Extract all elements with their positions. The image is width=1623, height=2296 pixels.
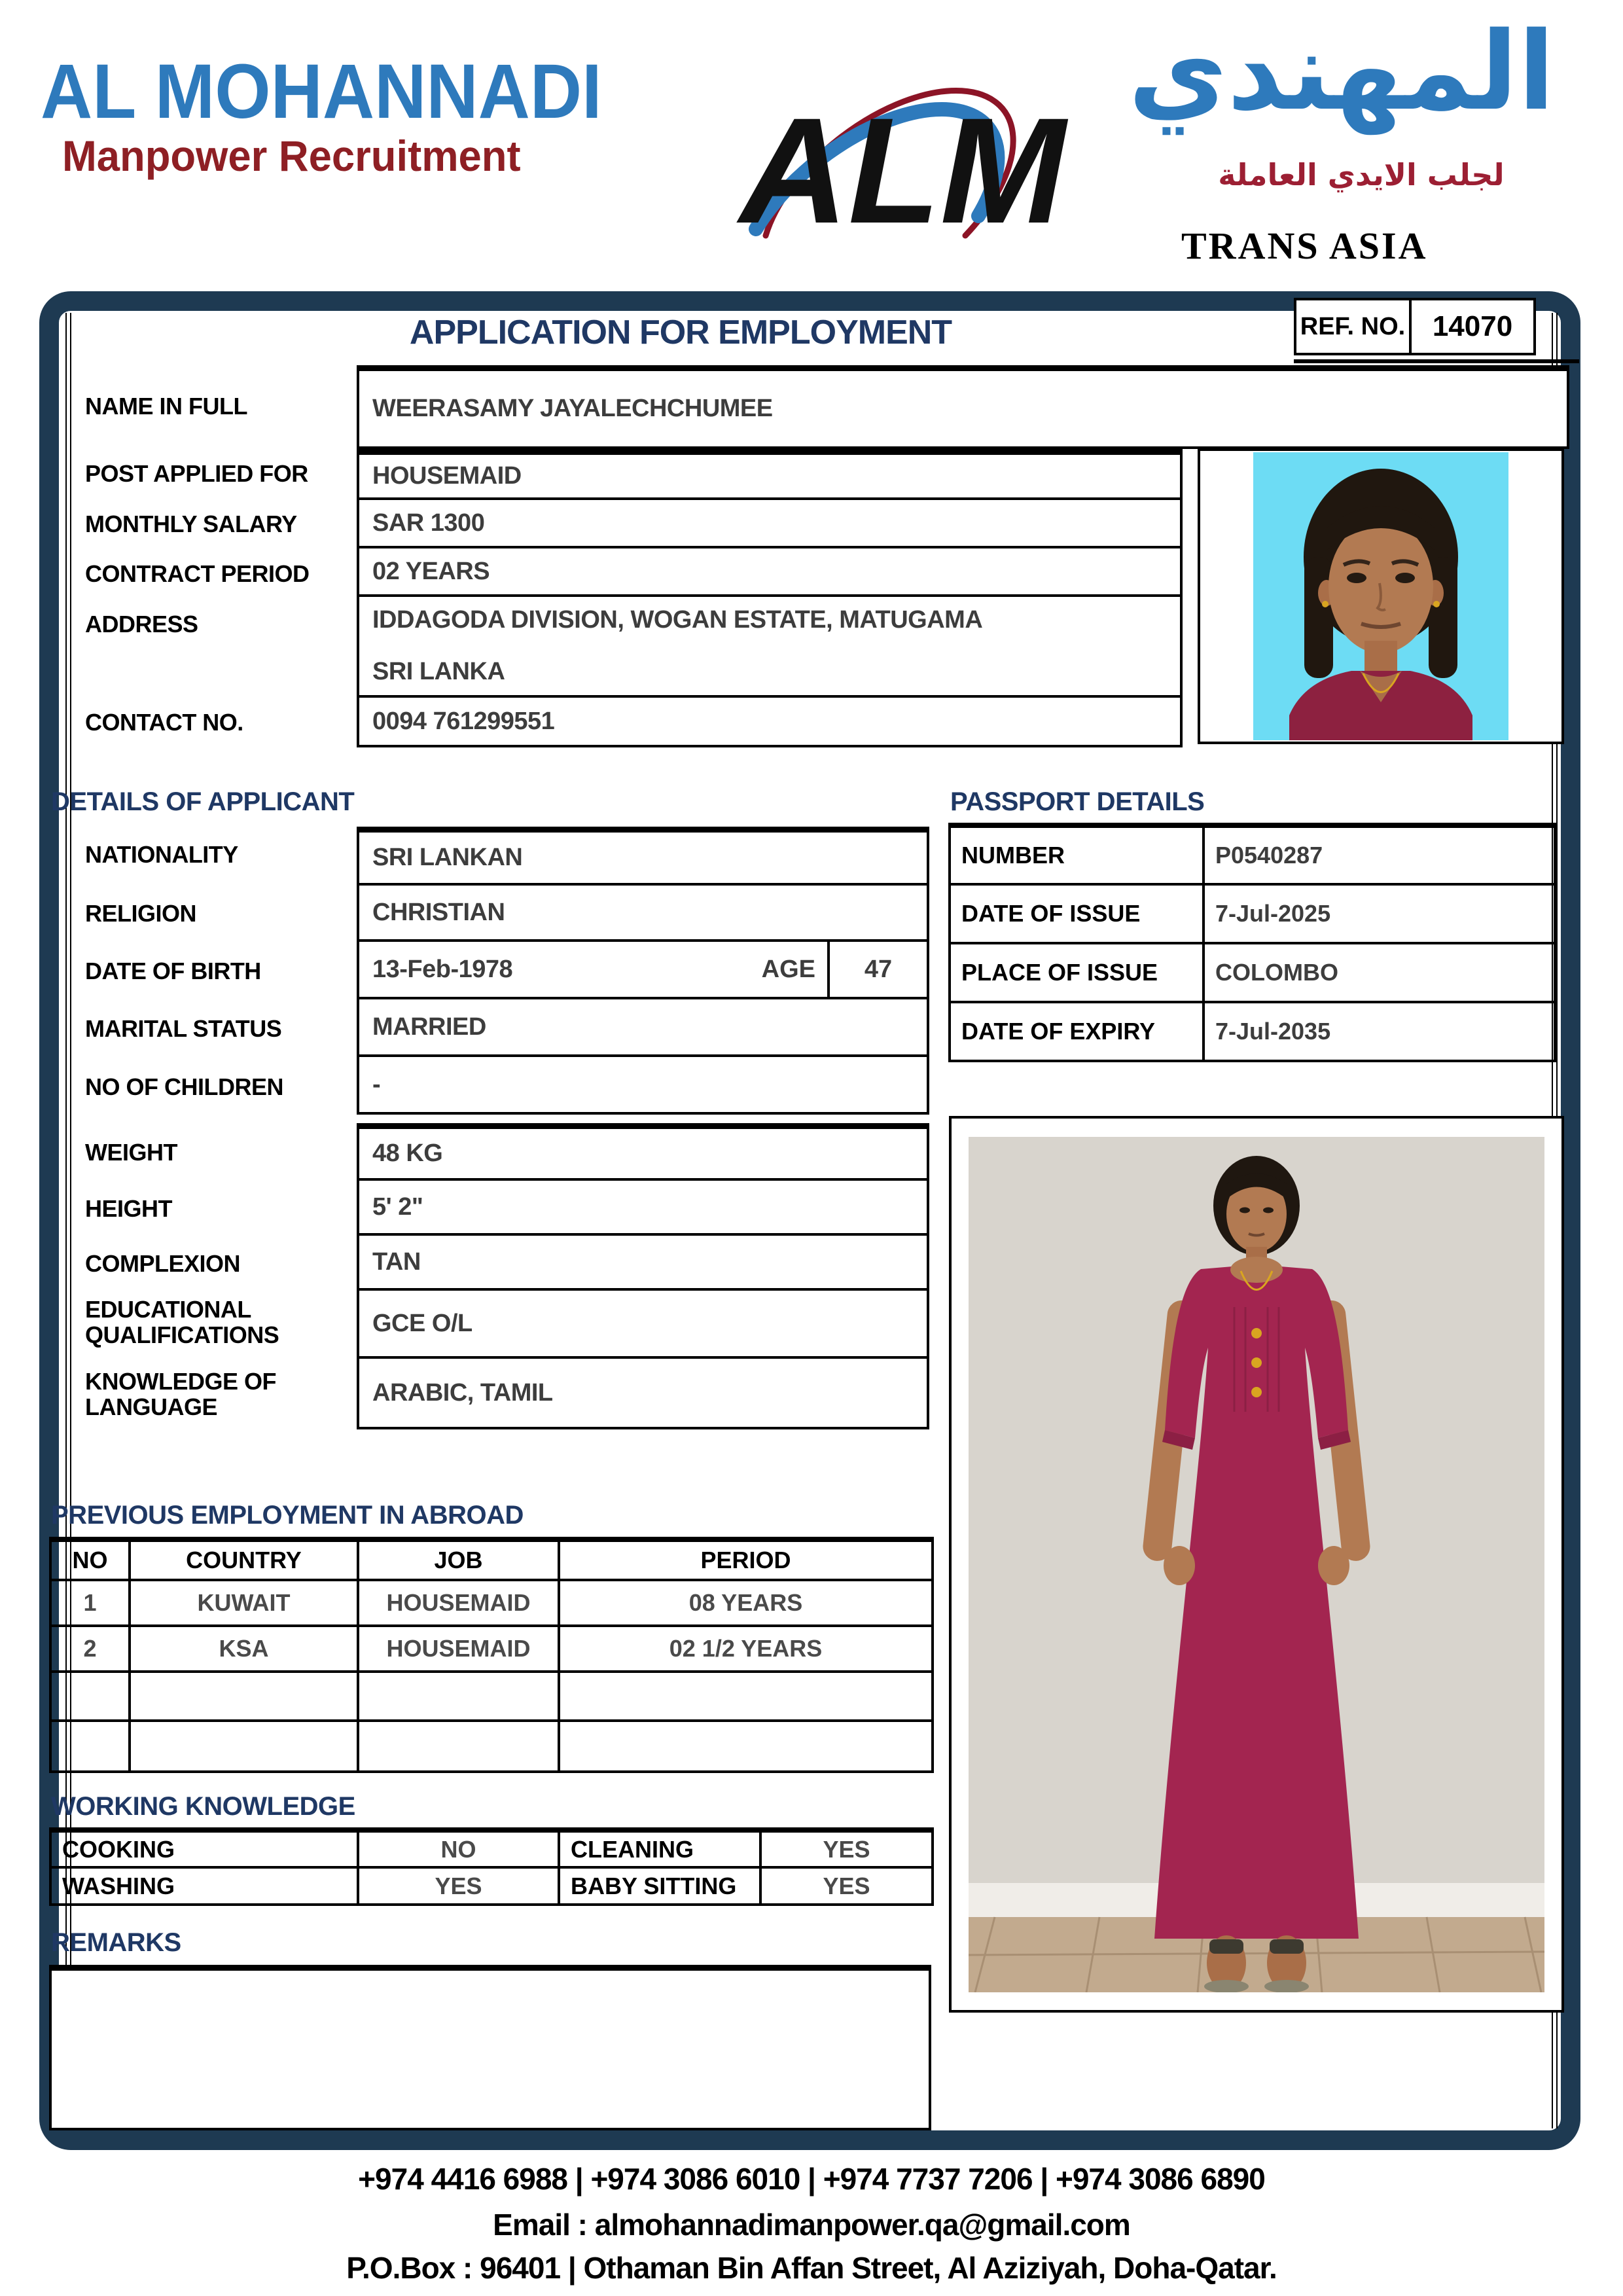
address-line1: IDDAGODA DIVISION, WOGAN ESTATE, MATUGAMA xyxy=(372,606,983,634)
religion-value: CHRISTIAN xyxy=(372,898,505,926)
knowledge-cooking-label: COOKING xyxy=(50,1830,358,1867)
height-value: 5' 2" xyxy=(372,1193,423,1221)
field-value-address xyxy=(357,594,1183,698)
detail-value-height xyxy=(357,1178,929,1236)
field-label-contact: CONTACT NO. xyxy=(85,709,243,736)
employment-heading: PREVIOUS EMPLOYMENT IN ABROAD xyxy=(51,1501,524,1530)
employment-cell: 08 YEARS xyxy=(559,1580,933,1626)
detail-label-height: HEIGHT xyxy=(85,1195,173,1222)
detail-value-marital xyxy=(357,997,929,1057)
ref-shadow-rule xyxy=(1294,359,1579,363)
ref-no-value-box xyxy=(1409,298,1536,355)
detail-value-language xyxy=(357,1356,929,1429)
nationality-value: SRI LANKAN xyxy=(372,844,523,871)
form-title: APPLICATION FOR EMPLOYMENT xyxy=(409,314,952,351)
knowledge-heading: WORKING KNOWLEDGE xyxy=(51,1792,355,1821)
footer-email: Email : almohannadimanpower.qa@gmail.com xyxy=(493,2208,1130,2242)
language-value: ARABIC, TAMIL xyxy=(372,1378,553,1407)
field-label-salary: MONTHLY SALARY xyxy=(85,511,297,537)
ref-no-box xyxy=(1294,298,1412,355)
education-value: GCE O/L xyxy=(372,1309,473,1337)
full-photo-frame xyxy=(949,1116,1564,2013)
field-value-name xyxy=(357,365,1569,449)
employment-col-period: PERIOD xyxy=(559,1539,933,1580)
employment-cell: 1 xyxy=(50,1580,130,1626)
knowledge-washing-value: YES xyxy=(358,1867,559,1905)
employment-cell: KSA xyxy=(130,1626,358,1672)
passport-issue-place-label: PLACE OF ISSUE xyxy=(950,943,1204,1002)
field-value-contact xyxy=(357,695,1183,747)
detail-value-dob xyxy=(357,939,929,999)
details-heading: DETAILS OF APPLICANT xyxy=(51,787,355,816)
employment-row xyxy=(50,1580,933,1626)
employment-table xyxy=(49,1537,934,1773)
detail-value-nationality xyxy=(357,827,929,886)
applicant-portrait-photo xyxy=(1253,452,1508,740)
passport-heading: PASSPORT DETAILS xyxy=(950,787,1205,816)
employment-cell xyxy=(358,1721,559,1772)
alm-swoosh-graphic xyxy=(704,20,1070,281)
knowledge-washing-label: WASHING xyxy=(50,1867,358,1905)
ref-no-value: 14070 xyxy=(1432,310,1513,342)
salary-value: SAR 1300 xyxy=(372,509,485,537)
detail-value-complexion xyxy=(357,1233,929,1291)
complexion-value: TAN xyxy=(372,1247,421,1276)
employment-col-job: JOB xyxy=(358,1539,559,1580)
detail-value-children xyxy=(357,1054,929,1115)
field-label-address: ADDRESS xyxy=(85,611,198,637)
field-value-contract xyxy=(357,546,1183,597)
field-value-post xyxy=(357,449,1183,500)
portrait-photo-frame xyxy=(1198,448,1564,744)
partner-name: TRANS ASIA xyxy=(1181,224,1428,267)
employment-cell xyxy=(358,1672,559,1721)
field-label-post: POST APPLIED FOR xyxy=(85,460,308,487)
employment-col-country: COUNTRY xyxy=(130,1539,358,1580)
arabic-brand-name: المهندي xyxy=(1128,9,1555,134)
weight-value: 48 KG xyxy=(372,1139,443,1167)
detail-label-religion: RELIGION xyxy=(85,900,197,927)
detail-label-dob: DATE OF BIRTH xyxy=(85,958,261,984)
detail-value-religion xyxy=(357,883,929,942)
detail-label-language: KNOWLEDGE OF LANGUAGE xyxy=(85,1368,276,1420)
field-label-name: NAME IN FULL xyxy=(85,393,247,420)
employment-row xyxy=(50,1721,933,1772)
remarks-box xyxy=(49,1965,931,2130)
passport-expiry-date-value: 7-Jul-2035 xyxy=(1204,1002,1555,1061)
field-value-salary xyxy=(357,497,1183,548)
employment-row xyxy=(50,1626,933,1672)
employment-row xyxy=(50,1672,933,1721)
contact-value: 0094 761299551 xyxy=(372,707,555,735)
employment-cell: 2 xyxy=(50,1626,130,1672)
applicant-full-photo xyxy=(969,1137,1544,1992)
remarks-heading: REMARKS xyxy=(51,1928,181,1957)
arabic-brand-tagline: لجلب الايدي العاملة xyxy=(1218,157,1505,192)
knowledge-table xyxy=(49,1827,934,1906)
brand-name: AL MOHANNADI xyxy=(41,48,602,135)
passport-table xyxy=(948,823,1556,1062)
svg-text:ALM: ALM xyxy=(740,86,1066,255)
passport-number-label: NUMBER xyxy=(950,825,1204,884)
employment-cell: HOUSEMAID xyxy=(358,1580,559,1626)
age-value: 47 xyxy=(827,942,927,997)
detail-label-marital: MARITAL STATUS xyxy=(85,1015,282,1042)
children-value: - xyxy=(372,1070,381,1098)
dob-value: 13-Feb-1978 xyxy=(372,955,513,983)
passport-expiry-date-label: DATE OF EXPIRY xyxy=(950,1002,1204,1061)
employment-cell xyxy=(130,1721,358,1772)
passport-number-value: P0540287 xyxy=(1204,825,1555,884)
ref-no-label: REF. NO. xyxy=(1300,312,1406,340)
employment-cell xyxy=(50,1672,130,1721)
employment-cell: HOUSEMAID xyxy=(358,1626,559,1672)
contract-value: 02 YEARS xyxy=(372,557,490,585)
passport-issue-date-value: 7-Jul-2025 xyxy=(1204,884,1555,943)
knowledge-cleaning-label: CLEANING xyxy=(559,1830,760,1867)
brand-tagline: Manpower Recruitment xyxy=(62,132,521,180)
employment-cell xyxy=(559,1672,933,1721)
passport-issue-place-value: COLOMBO xyxy=(1204,943,1555,1002)
detail-label-education: EDUCATIONAL QUALIFICATIONS xyxy=(85,1296,279,1348)
employment-cell xyxy=(559,1721,933,1772)
detail-label-children: NO OF CHILDREN xyxy=(85,1073,283,1100)
passport-issue-date-label: DATE OF ISSUE xyxy=(950,884,1204,943)
knowledge-babysitting-value: YES xyxy=(760,1867,933,1905)
employment-cell: 02 1/2 YEARS xyxy=(559,1626,933,1672)
age-label: AGE xyxy=(761,955,815,983)
alm-logo xyxy=(704,20,1070,281)
employment-col-no: NO xyxy=(50,1539,130,1580)
employment-cell xyxy=(130,1672,358,1721)
footer-address: P.O.Box : 96401 | Othaman Bin Affan Street, Al Aziziyah, Doha-Qatar. xyxy=(346,2251,1277,2285)
post-value: HOUSEMAID xyxy=(372,462,522,490)
address-line2: SRI LANKA xyxy=(372,658,505,685)
name-value: WEERASAMY JAYALECHCHUMEE xyxy=(372,395,773,422)
detail-label-complexion: COMPLEXION xyxy=(85,1250,241,1277)
detail-value-weight xyxy=(357,1123,929,1181)
employment-cell xyxy=(50,1721,130,1772)
employment-cell: KUWAIT xyxy=(130,1580,358,1626)
field-label-contract: CONTRACT PERIOD xyxy=(85,560,310,587)
marital-value: MARRIED xyxy=(372,1013,486,1041)
detail-value-education xyxy=(357,1288,929,1359)
knowledge-cooking-value: NO xyxy=(358,1830,559,1867)
knowledge-babysitting-label: BABY SITTING xyxy=(559,1867,760,1905)
footer-phones: +974 4416 6988 | +974 3086 6010 | +974 7737 7206 | +974 3086 6890 xyxy=(358,2162,1265,2196)
knowledge-cleaning-value: YES xyxy=(760,1830,933,1867)
detail-label-weight: WEIGHT xyxy=(85,1139,177,1166)
detail-label-nationality: NATIONALITY xyxy=(85,841,238,868)
